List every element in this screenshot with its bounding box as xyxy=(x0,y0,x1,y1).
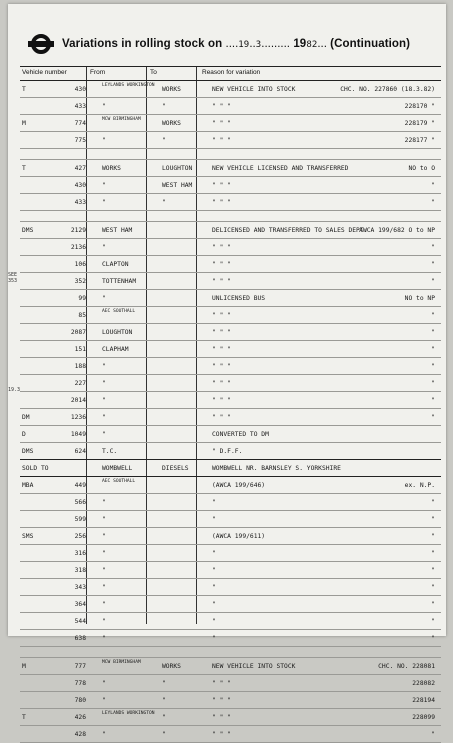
cell-reason: NEW VEHICLE INTO STOCK xyxy=(212,663,296,670)
cell-right: " xyxy=(431,731,435,738)
cell-right: " xyxy=(431,533,435,540)
cell-from: " xyxy=(102,431,106,438)
date-month: 3 xyxy=(255,40,262,50)
cell-reason: " " " xyxy=(212,363,231,370)
table-row xyxy=(20,477,441,494)
london-transport-roundel-icon xyxy=(28,33,54,55)
cell-from: " xyxy=(102,499,106,506)
table-row xyxy=(20,324,441,341)
cell-reason: " xyxy=(212,584,216,591)
table-row xyxy=(20,256,441,273)
cell-from: CLAPTON xyxy=(102,261,129,268)
cell-from: T.C. xyxy=(102,448,118,455)
cell-reason: DELICENSED AND TRANSFERRED TO SALES DEPT. xyxy=(212,227,368,234)
cell-right: 228179 " xyxy=(404,120,435,127)
cell-num: 775 xyxy=(74,137,86,144)
table-row xyxy=(20,194,441,211)
col-vehicle-number: Vehicle number xyxy=(22,69,67,76)
cell-reason: " " " xyxy=(212,346,231,353)
cell-from: " xyxy=(102,533,106,540)
cell-from: " xyxy=(102,182,106,189)
table-row xyxy=(20,115,441,132)
table-row xyxy=(20,658,441,675)
cell-type: M xyxy=(22,663,26,670)
cell-reason: " " " xyxy=(212,380,231,387)
cell-to: WORKS xyxy=(162,663,181,670)
cell-reason: " xyxy=(212,499,216,506)
cell-num: 426 xyxy=(74,714,86,721)
cell-num: 227 xyxy=(74,380,86,387)
cell-num: 2136 xyxy=(70,244,86,251)
cell-to: " xyxy=(162,103,166,110)
cell-from: " xyxy=(102,618,106,625)
table-row xyxy=(20,132,441,149)
table-row xyxy=(20,426,441,443)
table-row xyxy=(20,160,441,177)
cell-reason: " xyxy=(212,516,216,523)
cell-reason: CONVERTED TO DM xyxy=(212,431,269,438)
table-row xyxy=(20,177,441,194)
table-body xyxy=(20,81,441,743)
cell-reason: " " " xyxy=(212,182,231,189)
cell-right: 228177 " xyxy=(404,137,435,144)
variations-table xyxy=(20,66,441,743)
table-row xyxy=(20,341,441,358)
cell-num: 151 xyxy=(74,346,86,353)
cell-from: " xyxy=(102,363,106,370)
cell-reason: " " " xyxy=(212,697,231,704)
cell-right: " xyxy=(431,380,435,387)
year-prefix: 19 xyxy=(293,38,307,50)
cell-reason: " " " xyxy=(212,278,231,285)
cell-from: " xyxy=(102,584,106,591)
cell-right: " xyxy=(431,312,435,319)
cell-reason: " xyxy=(212,601,216,608)
table-row xyxy=(20,613,441,630)
cell-num: 343 xyxy=(74,584,86,591)
cell-reason: UNLICENSED BUS xyxy=(212,295,266,302)
cell-to: WEST HAM xyxy=(162,182,193,189)
continuation-label: (Continuation) xyxy=(330,38,411,50)
cell-num: 777 xyxy=(74,663,86,670)
cell-from: WORKS xyxy=(102,165,121,172)
cell-num: 428 xyxy=(74,731,86,738)
cell-reason: " " " xyxy=(212,714,231,721)
cell-right: " xyxy=(431,363,435,370)
table-row xyxy=(20,630,441,647)
cell-reason: " " " xyxy=(212,244,231,251)
cell-from: LEYLANDS WORKINGTON xyxy=(102,83,155,88)
cell-num: 99 xyxy=(78,295,86,302)
cell-num: 566 xyxy=(74,499,86,506)
cell-from: " xyxy=(102,697,106,704)
table-row xyxy=(20,443,441,460)
table-spacer-row xyxy=(20,647,441,658)
cell-to: WORKS xyxy=(162,86,181,93)
cell-from: TOTTENHAM xyxy=(102,278,137,285)
cell-right: " xyxy=(431,584,435,591)
cell-to: LOUGHTON xyxy=(162,165,193,172)
table-row xyxy=(20,460,441,477)
cell-right: 228170 " xyxy=(404,103,435,110)
cell-from: " xyxy=(102,680,106,687)
cell-num: 1236 xyxy=(70,414,86,421)
col-reason: Reason for variation xyxy=(202,69,261,76)
cell-from: CLAPHAM xyxy=(102,346,129,353)
cell-num: 433 xyxy=(74,199,86,206)
table-row xyxy=(20,494,441,511)
cell-type: T xyxy=(22,714,26,721)
cell-type: DMS xyxy=(22,227,34,234)
cell-num: 85 xyxy=(78,312,86,319)
cell-from: AEC SOUTHALL xyxy=(102,479,136,484)
cell-to: " xyxy=(162,697,166,704)
cell-to: DIESELS xyxy=(162,465,189,472)
cell-reason: " " " xyxy=(212,731,231,738)
cell-right: " xyxy=(431,516,435,523)
cell-type: M xyxy=(22,120,26,127)
cell-from: LOUGHTON xyxy=(102,329,133,336)
cell-to: " xyxy=(162,714,166,721)
cell-right: " xyxy=(431,550,435,557)
cell-right: " xyxy=(431,601,435,608)
title-dots: .... xyxy=(225,38,239,50)
cell-right: CHC. NO. 228081 xyxy=(378,663,435,670)
table-row xyxy=(20,709,441,726)
table-row xyxy=(20,562,441,579)
cell-right: " xyxy=(431,618,435,625)
cell-reason: " " " xyxy=(212,103,231,110)
page-title: Variations in rolling stock on ....19..3......... 1982... (Continuation) xyxy=(62,38,411,50)
table-row xyxy=(20,307,441,324)
cell-num: 316 xyxy=(74,550,86,557)
cell-num: 2087 xyxy=(70,329,86,336)
cell-type: T xyxy=(22,86,26,93)
cell-from: " xyxy=(102,397,106,404)
cell-num: 624 xyxy=(74,448,86,455)
cell-reason: " xyxy=(212,567,216,574)
table-row xyxy=(20,239,441,256)
cell-from: LEYLANDS WORKINGTON xyxy=(102,711,155,716)
cell-num: 352 xyxy=(74,278,86,285)
table-row xyxy=(20,528,441,545)
cell-reason: " " " xyxy=(212,329,231,336)
table-row xyxy=(20,98,441,115)
cell-num: 778 xyxy=(74,680,86,687)
table-row xyxy=(20,290,441,307)
table-row xyxy=(20,392,441,409)
cell-right: NO to O xyxy=(408,165,435,172)
cell-num: 430 xyxy=(74,86,86,93)
cell-type: SMS xyxy=(22,533,34,540)
cell-reason: " " " xyxy=(212,120,231,127)
cell-from: " xyxy=(102,295,106,302)
cell-from: " xyxy=(102,380,106,387)
cell-from: MCW BIRMINGHAM xyxy=(102,660,141,665)
table-row xyxy=(20,273,441,290)
cell-reason: (AWCA 199/611) xyxy=(212,533,266,540)
cell-from: " xyxy=(102,244,106,251)
cell-right: " xyxy=(431,261,435,268)
cell-right: 228194 xyxy=(412,697,435,704)
cell-reason: " " " xyxy=(212,312,231,319)
cell-from: MCW BIRMINGHAM xyxy=(102,117,141,122)
title-text: Variations in rolling stock on xyxy=(62,38,226,50)
cell-reason: (AWCA 199/646) xyxy=(212,482,266,489)
cell-num: 433 xyxy=(74,103,86,110)
cell-from: " xyxy=(102,137,106,144)
table-spacer-row xyxy=(20,149,441,160)
cell-type: DMS xyxy=(22,448,34,455)
cell-from: WEST HAM xyxy=(102,227,133,234)
table-row xyxy=(20,675,441,692)
cell-right: " xyxy=(431,567,435,574)
cell-from: WOMBWELL xyxy=(102,465,133,472)
cell-reason: WOMBWELL NR. BARNSLEY S. YORKSHIRE xyxy=(212,465,341,472)
col-to: To xyxy=(150,69,157,76)
cell-from: " xyxy=(102,731,106,738)
year-suffix: 82 xyxy=(306,40,318,50)
table-row xyxy=(20,222,441,239)
cell-to: WORKS xyxy=(162,120,181,127)
cell-right: " xyxy=(431,278,435,285)
cell-num: 599 xyxy=(74,516,86,523)
table-row xyxy=(20,579,441,596)
cell-from: " xyxy=(102,635,106,642)
table-row xyxy=(20,375,441,392)
margin-note: 19.3 xyxy=(8,387,21,393)
cell-from: " xyxy=(102,199,106,206)
cell-from: " xyxy=(102,103,106,110)
table-spacer-row xyxy=(20,211,441,222)
cell-type: SOLD TO xyxy=(22,465,49,472)
cell-to: " xyxy=(162,731,166,738)
cell-num: 106 xyxy=(74,261,86,268)
cell-to: " xyxy=(162,137,166,144)
cell-reason: " xyxy=(212,635,216,642)
document-page xyxy=(8,4,446,738)
table-row xyxy=(20,511,441,528)
cell-right: CHC. NO. 227860 (18.3.82) xyxy=(340,86,435,93)
cell-reason: " " " xyxy=(212,137,231,144)
cell-num: 774 xyxy=(74,120,86,127)
cell-num: 544 xyxy=(74,618,86,625)
table-row xyxy=(20,545,441,562)
cell-reason: " xyxy=(212,618,216,625)
cell-reason: " " " xyxy=(212,680,231,687)
cell-to: " xyxy=(162,680,166,687)
cell-right: " xyxy=(431,199,435,206)
cell-from: " xyxy=(102,601,106,608)
cell-num: 780 xyxy=(74,697,86,704)
cell-num: 449 xyxy=(74,482,86,489)
cell-num: 1049 xyxy=(70,431,86,438)
cell-right: 228099 xyxy=(412,714,435,721)
cell-from: AEC SOUTHALL xyxy=(102,309,136,314)
cell-from: " xyxy=(102,567,106,574)
cell-type: MBA xyxy=(22,482,34,489)
cell-to: " xyxy=(162,199,166,206)
cell-right: " xyxy=(431,346,435,353)
cell-reason: " D.F.F. xyxy=(212,448,243,455)
cell-num: 430 xyxy=(74,182,86,189)
cell-num: 256 xyxy=(74,533,86,540)
cell-reason: " " " xyxy=(212,414,231,421)
table-row xyxy=(20,81,441,98)
cell-num: 427 xyxy=(74,165,86,172)
cell-right: " xyxy=(431,635,435,642)
cell-right: " xyxy=(431,414,435,421)
cell-num: 2129 xyxy=(70,227,86,234)
table-header xyxy=(20,66,441,81)
cell-right: " xyxy=(431,182,435,189)
cell-right: " xyxy=(431,329,435,336)
col-from: From xyxy=(90,69,106,76)
table-row xyxy=(20,596,441,613)
cell-right: " xyxy=(431,397,435,404)
cell-right: " xyxy=(431,499,435,506)
cell-right: " xyxy=(431,244,435,251)
table-row xyxy=(20,358,441,375)
table-row xyxy=(20,692,441,709)
cell-reason: NEW VEHICLE LICENSED AND TRANSFERRED xyxy=(212,165,349,172)
cell-right: ex. N.P. xyxy=(404,482,435,489)
cell-from: " xyxy=(102,414,106,421)
cell-num: 638 xyxy=(74,635,86,642)
cell-type: T xyxy=(22,165,26,172)
cell-type: DM xyxy=(22,414,30,421)
margin-note: SEE 353 xyxy=(8,272,18,284)
cell-num: 318 xyxy=(74,567,86,574)
cell-reason: " " " xyxy=(212,199,231,206)
cell-reason: " " " xyxy=(212,397,231,404)
cell-type: D xyxy=(22,431,26,438)
cell-reason: NEW VEHICLE INTO STOCK xyxy=(212,86,296,93)
cell-from: " xyxy=(102,550,106,557)
cell-num: 2014 xyxy=(70,397,86,404)
cell-reason: " xyxy=(212,550,216,557)
cell-from: " xyxy=(102,516,106,523)
cell-right: AWCA 199/682 O to NP xyxy=(359,227,435,234)
date-day: 19 xyxy=(238,40,250,50)
cell-reason: " " " xyxy=(212,261,231,268)
cell-num: 364 xyxy=(74,601,86,608)
table-row xyxy=(20,726,441,743)
table-row xyxy=(20,409,441,426)
cell-num: 188 xyxy=(74,363,86,370)
cell-right: NO to NP xyxy=(404,295,435,302)
cell-right: 228082 xyxy=(412,680,435,687)
page-header xyxy=(28,31,440,57)
